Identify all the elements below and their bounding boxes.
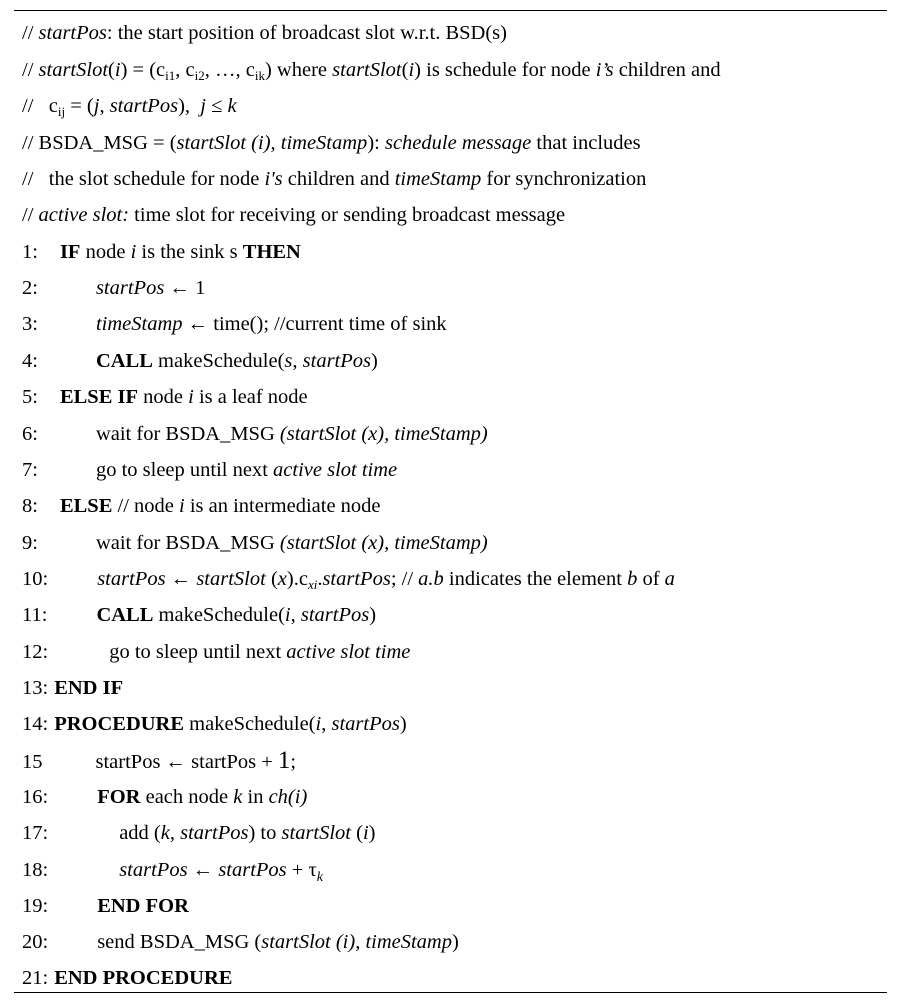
algo-line-18: 18: startPos ← startPos + $\tau_k$: [22, 859, 323, 885]
algo-line-1: 1: IF node i is the sink s THEN: [22, 241, 301, 263]
comment-line-5: // the slot schedule for node i's children and timeStamp for synchronization: [22, 168, 647, 190]
comment-line-3: // $c_{ij} = (j$, startPos), j ≤ k: [22, 95, 237, 119]
algo-line-13: 13: END IF: [22, 677, 124, 699]
algo-line-9: 9: wait for BSDA_MSG (startSlot (x), timeStamp): [22, 532, 488, 554]
comment-line-4: // BSDA_MSG = (startSlot (i), timeStamp): schedule message that includes: [22, 132, 641, 154]
comment-line-6: // active slot: time slot for receiving or sending broadcast message: [22, 204, 566, 226]
comment-line-1: // startPos: the start position of broadcast slot w.r.t. BSD(s): [22, 22, 507, 44]
bottom-rule: [14, 992, 887, 993]
algo-line-12: 12: go to sleep until next active slot time: [22, 641, 411, 663]
algo-line-4: 4: CALL makeSchedule(s, startPos): [22, 350, 378, 372]
algo-line-3: 3: timeStamp ← time(); //current time of sink: [22, 313, 447, 335]
algo-line-2: 2: startPos ← 1: [22, 277, 206, 299]
algo-line-10: 10: startPos ← startSlot $(x).c_{xi}.startPos$; // a.b indicates the element b of a: [22, 568, 675, 592]
algo-line-11: 11: CALL makeSchedule(i, startPos): [22, 604, 377, 626]
algo-line-20: 20: send BSDA_MSG (startSlot (i), timeStamp): [22, 931, 459, 953]
top-rule: [14, 10, 887, 11]
algo-line-17: 17: add (k, startPos) to startSlot (i): [22, 822, 376, 844]
algo-line-19: 19: END FOR: [22, 895, 189, 917]
algo-line-15: 15 startPos ← startPos + 1;: [22, 747, 297, 774]
comment-line-2: // startSlot(i) = ($c_{i1}$, $c_{i2}$, …, $c_{ik}$) where startSlot(i) is schedule for node i’s children and: [22, 59, 721, 83]
algo-line-5: 5: ELSE IF node i is a leaf node: [22, 386, 308, 408]
algo-line-7: 7: go to sleep until next active slot time: [22, 459, 398, 481]
algo-line-21: 21: END PROCEDURE: [22, 967, 233, 989]
algo-line-16: 16: FOR each node k in ch(i): [22, 786, 308, 808]
algo-line-6: 6: wait for BSDA_MSG (startSlot (x), timeStamp): [22, 423, 488, 445]
algo-line-8: 8: ELSE // node i is an intermediate node: [22, 495, 381, 517]
algo-line-14: 14: PROCEDURE makeSchedule(i, startPos): [22, 713, 407, 735]
